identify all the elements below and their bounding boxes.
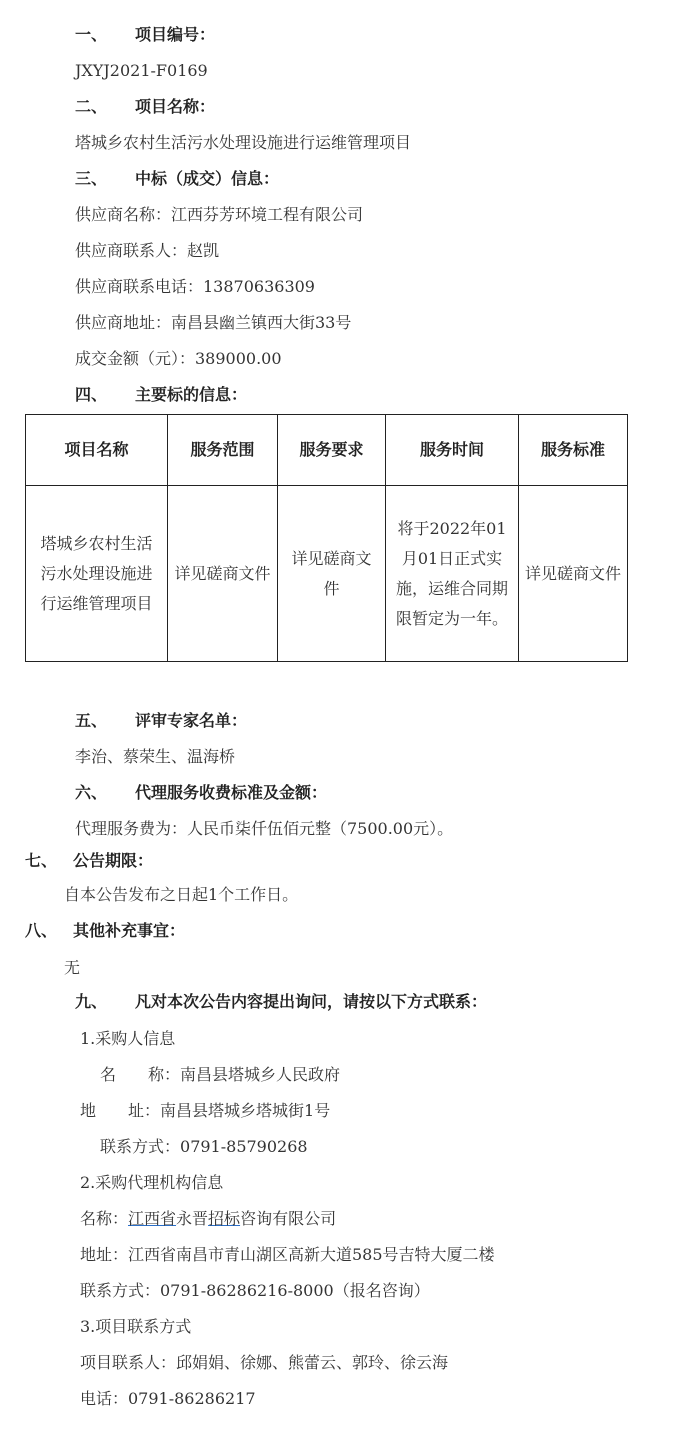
project-contact-heading: 3.项目联系方式 bbox=[80, 1317, 192, 1336]
section-8-heading bbox=[25, 920, 185, 942]
table-header-row bbox=[26, 415, 628, 486]
notice-period: 自本公告发布之日起1个工作日。 bbox=[64, 885, 299, 904]
section-3-heading bbox=[75, 168, 279, 190]
project-name: 塔城乡农村生活污水处理设施进行运维管理项目 bbox=[75, 133, 412, 152]
section-title: 其他补充事宜： bbox=[73, 921, 186, 940]
section-7-heading bbox=[25, 850, 153, 872]
field-value: 0791-85790268 bbox=[180, 1137, 308, 1156]
field-value: 南昌县塔城乡人民政府 bbox=[180, 1065, 341, 1084]
buyer-address bbox=[80, 1100, 330, 1122]
table-cell: 将于2022年01月01日正式实施，运维合同期限暂定为一年。 bbox=[386, 486, 519, 662]
section-title: 凡对本次公告内容提出询问，请按以下方式联系： bbox=[135, 992, 488, 1011]
section-title: 评审专家名单： bbox=[135, 711, 248, 730]
supplier-contact: 供应商联系人：赵凯 bbox=[75, 241, 220, 260]
section-4-heading bbox=[75, 384, 247, 406]
field-label: 联系方式： bbox=[100, 1137, 181, 1156]
buyer-info-heading: 1.采购人信息 bbox=[80, 1029, 176, 1048]
agency-fee: 代理服务费为：人民币柒仟伍佰元整（7500.00元）。 bbox=[75, 819, 454, 838]
table-header-cell: 服务时间 bbox=[386, 415, 519, 486]
table-header-cell: 服务要求 bbox=[278, 415, 386, 486]
section-number: 五、 bbox=[75, 711, 108, 730]
table-cell: 详见磋商文件 bbox=[168, 486, 278, 662]
expert-list: 李治、蔡荣生、温海桥 bbox=[75, 747, 236, 766]
section-number: 八、 bbox=[25, 921, 58, 940]
agent-name-link[interactable]: 招标 bbox=[208, 1209, 241, 1228]
deal-amount: 成交金额（元）：389000.00 bbox=[75, 349, 282, 368]
section-number: 二、 bbox=[75, 97, 108, 116]
section-9-heading bbox=[75, 991, 487, 1013]
section-5-heading bbox=[75, 710, 247, 732]
section-title: 项目名称： bbox=[135, 97, 216, 116]
field-label: 地 址： bbox=[80, 1101, 161, 1120]
section-title: 公告期限： bbox=[73, 851, 154, 870]
section-6-heading bbox=[75, 782, 327, 804]
subject-info-table bbox=[25, 414, 628, 662]
project-contact-phone: 电话：0791-86286217 bbox=[80, 1389, 256, 1408]
other-matters: 无 bbox=[64, 958, 81, 977]
section-1-heading bbox=[75, 24, 215, 46]
section-title: 代理服务收费标准及金额： bbox=[135, 783, 328, 802]
agent-name bbox=[80, 1208, 336, 1230]
agent-address: 地址：江西省南昌市青山湖区高新大道585号吉特大厦二楼 bbox=[80, 1245, 495, 1264]
agent-contact: 联系方式：0791-86286216-8000（报名咨询） bbox=[80, 1281, 430, 1300]
table-row bbox=[26, 486, 628, 662]
supplier-phone: 供应商联系电话：13870636309 bbox=[75, 277, 315, 296]
table-header-cell: 服务标准 bbox=[519, 415, 628, 486]
section-title: 中标（成交）信息： bbox=[135, 169, 280, 188]
table-header-cell: 项目名称 bbox=[26, 415, 168, 486]
section-number: 六、 bbox=[75, 783, 108, 802]
section-number: 四、 bbox=[75, 385, 108, 404]
field-label: 名称： bbox=[80, 1209, 129, 1228]
table-header-cell: 服务范围 bbox=[168, 415, 278, 486]
agent-info-heading: 2.采购代理机构信息 bbox=[80, 1173, 224, 1192]
section-number: 九、 bbox=[75, 992, 108, 1011]
table-cell: 详见磋商文件 bbox=[278, 486, 386, 662]
agent-name-link[interactable]: 江西省 bbox=[128, 1209, 177, 1228]
section-title: 项目编号： bbox=[135, 25, 216, 44]
field-value: 咨询有限公司 bbox=[240, 1209, 337, 1228]
section-2-heading bbox=[75, 96, 215, 118]
section-number: 七、 bbox=[25, 851, 58, 870]
supplier-name: 供应商名称：江西芬芳环境工程有限公司 bbox=[75, 205, 364, 224]
field-value: 南昌县塔城乡塔城街1号 bbox=[160, 1101, 331, 1120]
buyer-contact bbox=[100, 1136, 308, 1158]
section-number: 一、 bbox=[75, 25, 108, 44]
table-cell: 详见磋商文件 bbox=[519, 486, 628, 662]
supplier-address: 供应商地址：南昌县幽兰镇西大街33号 bbox=[75, 313, 352, 332]
table-cell: 塔城乡农村生活污水处理设施进行运维管理项目 bbox=[26, 486, 168, 662]
section-title: 主要标的信息： bbox=[135, 385, 248, 404]
field-label: 名 称： bbox=[100, 1065, 181, 1084]
project-contact-people: 项目联系人：邱娟娟、徐娜、熊蕾云、郭玲、徐云海 bbox=[80, 1353, 449, 1372]
section-number: 三、 bbox=[75, 169, 108, 188]
field-value: 永晋 bbox=[176, 1209, 209, 1228]
buyer-name bbox=[100, 1064, 340, 1086]
project-number: JXYJ2021-F0169 bbox=[75, 61, 208, 80]
